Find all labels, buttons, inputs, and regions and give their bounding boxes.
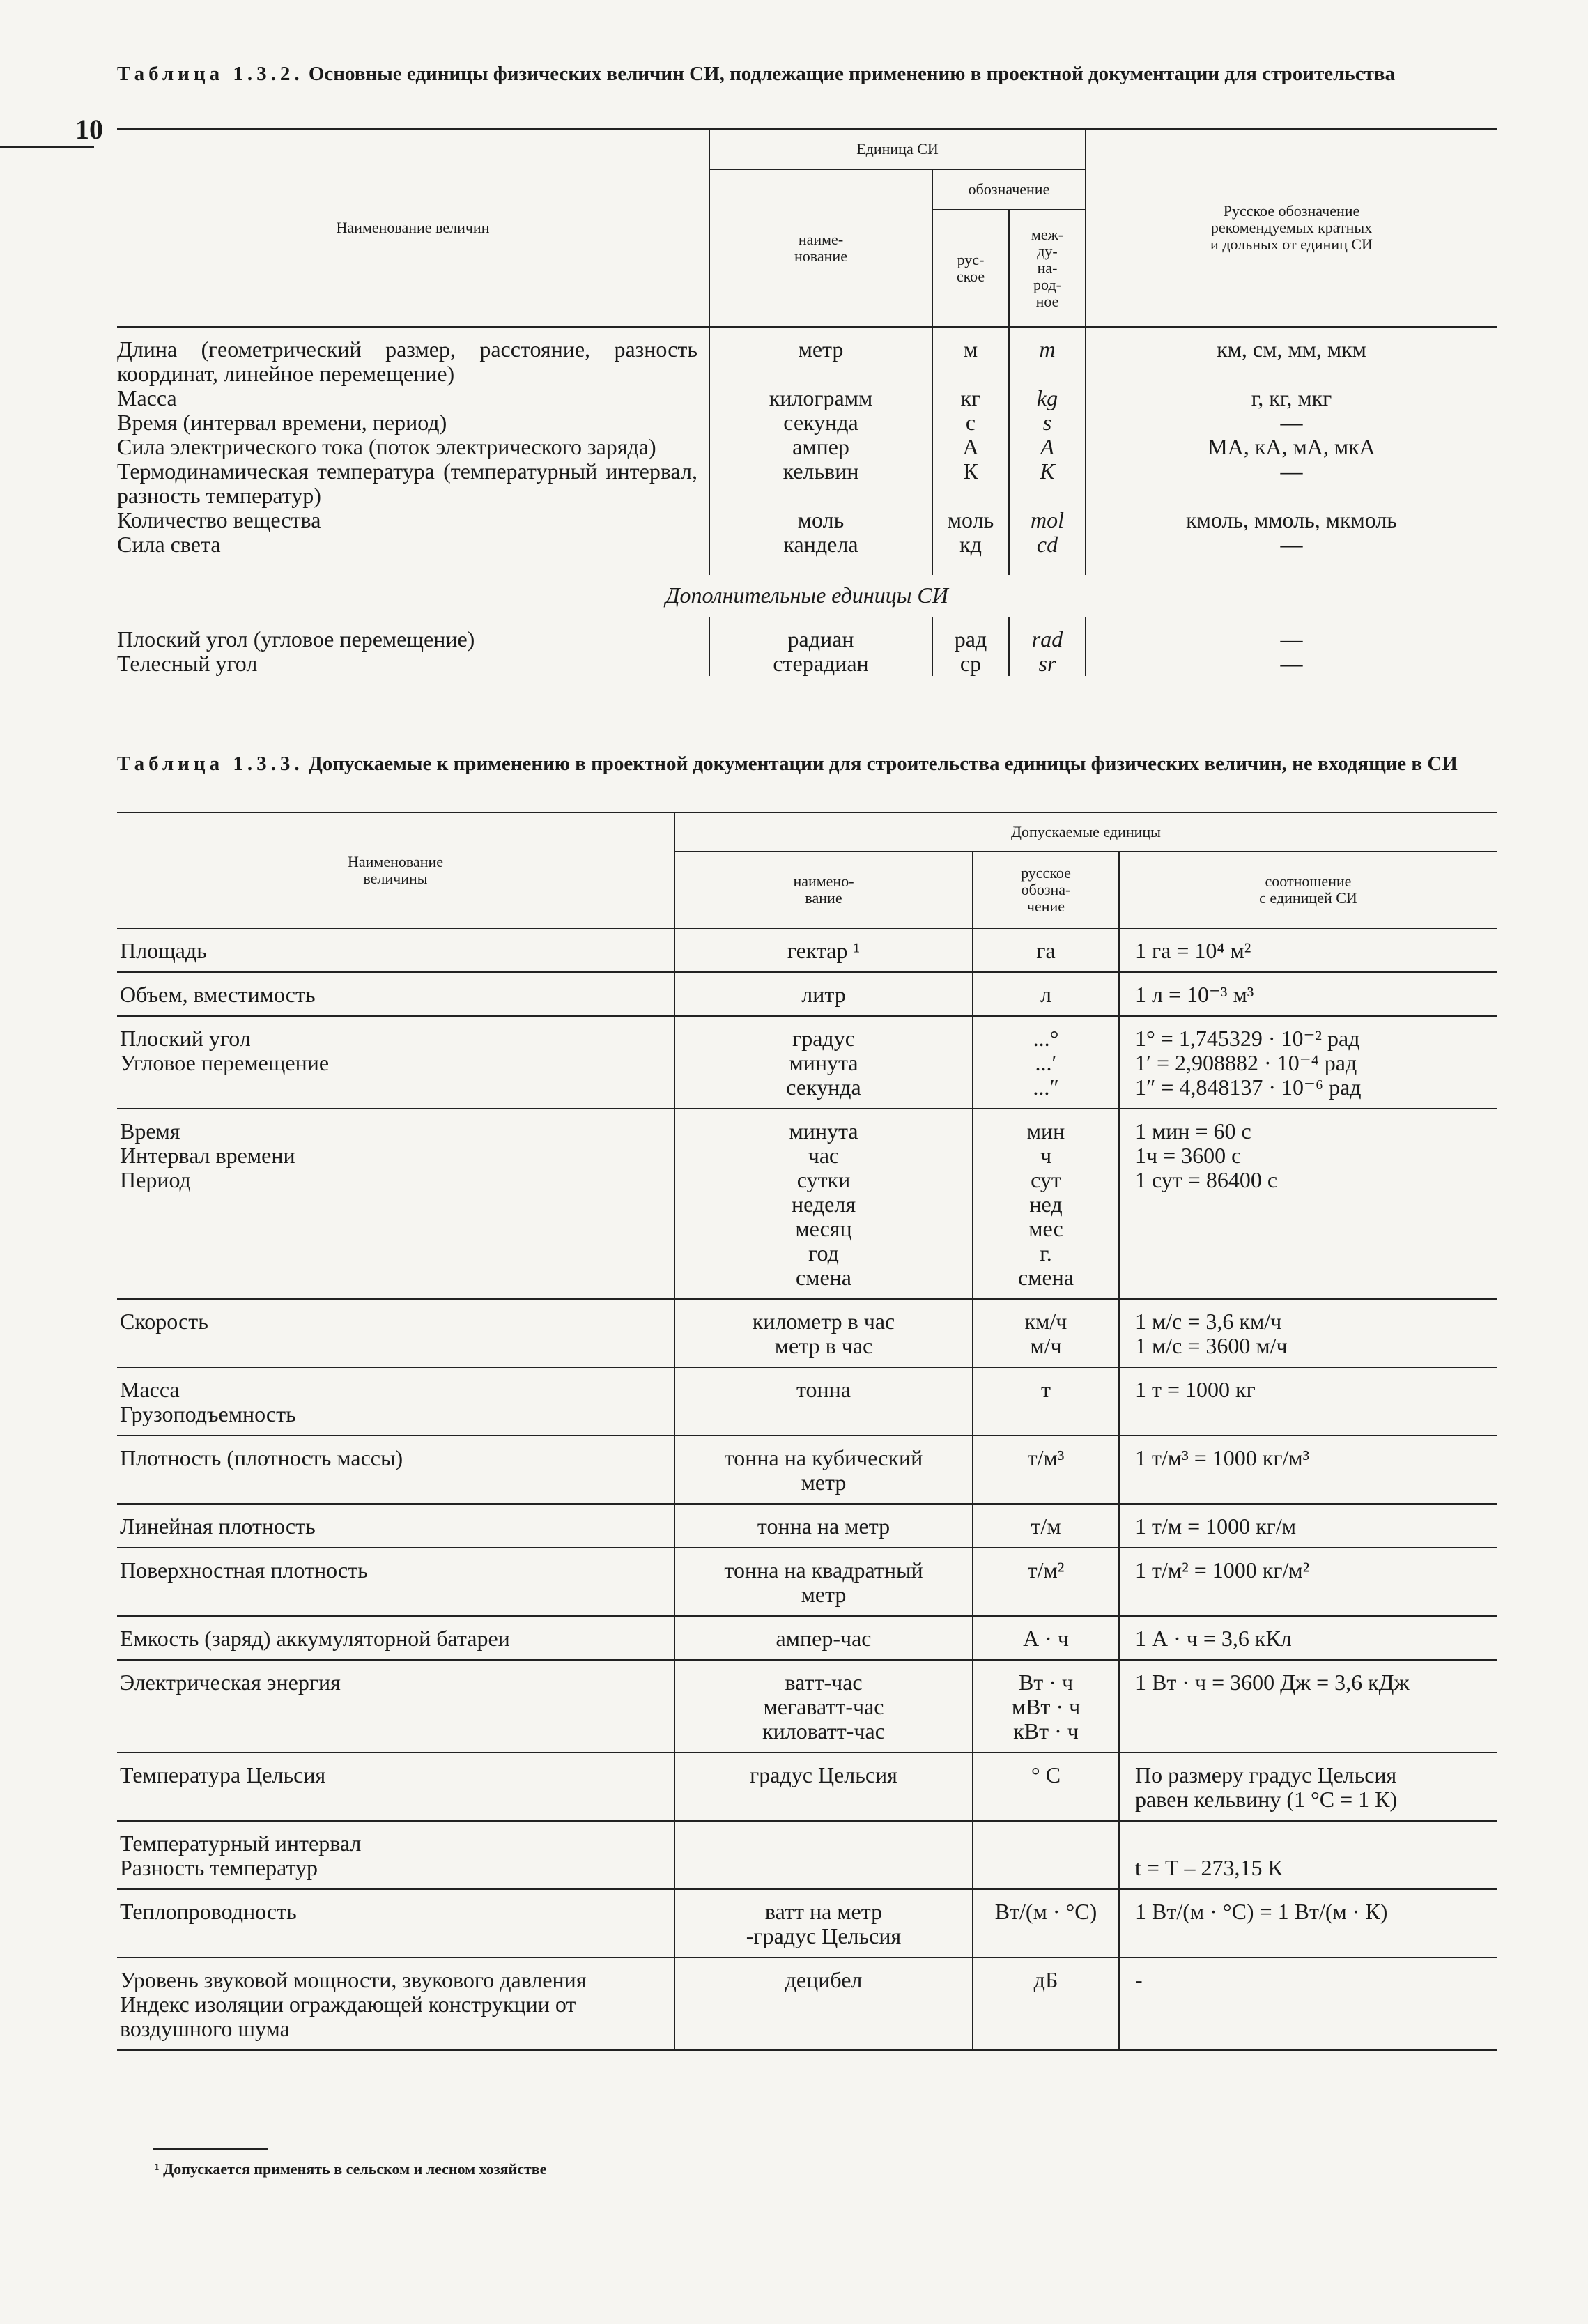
t1-row <box>117 327 1497 386</box>
t1-international-symbol: s <box>1009 410 1086 435</box>
t1-row <box>117 459 1497 508</box>
t1-row <box>117 386 1497 410</box>
t2-unit-name <box>674 1821 973 1889</box>
t2-quantity: Плоский угол Угловое перемещение <box>117 1016 674 1109</box>
t2-russian-symbol <box>973 1821 1119 1889</box>
t1-header-russian: рус- ское <box>932 210 1009 327</box>
t2-relation: 1 т = 1000 кг <box>1119 1367 1497 1436</box>
table-row <box>117 1821 1497 1889</box>
t1-multiples: — <box>1086 459 1497 508</box>
t1-russian-symbol: с <box>932 410 1009 435</box>
t1-international-symbol: cd <box>1009 532 1086 557</box>
table-row <box>117 1367 1497 1436</box>
t2-relation: 1 м/с = 3,6 км/ч 1 м/с = 3600 м/ч <box>1119 1299 1497 1367</box>
t1-row <box>117 435 1497 459</box>
t2-unit-name: ватт на метр -градус Цельсия <box>674 1889 973 1957</box>
t2-russian-symbol: т/м³ <box>973 1436 1119 1504</box>
t1-unit-name: моль <box>709 508 932 532</box>
table-row <box>117 1889 1497 1957</box>
t2-quantity: Время Интервал времени Период <box>117 1109 674 1299</box>
t1-row <box>117 508 1497 532</box>
table2-title-lead: Таблица 1.3.3. <box>117 753 304 775</box>
t1-quantity: Термодинамическая температура (температурный интервал, разность температур) <box>117 459 697 508</box>
t1-header-quantity: Наименование величин <box>117 129 709 327</box>
t2-quantity: Уровень звуковой мощности, звукового давления Индекс изоляции ограждающей конструкции от воздушного шума <box>117 1957 674 2050</box>
t2-russian-symbol: дБ <box>973 1957 1119 2050</box>
t2-unit-name: градус минута секунда <box>674 1016 973 1109</box>
table-row <box>117 1299 1497 1367</box>
table-row <box>117 972 1497 1016</box>
t2-header-russian: русское обозна- чение <box>973 852 1119 928</box>
t1-additional-heading: Дополнительные единицы СИ <box>665 583 948 608</box>
table-row <box>117 1109 1497 1299</box>
t1-quantity: Масса <box>117 385 177 410</box>
t2-relation: 1 т/м = 1000 кг/м <box>1119 1504 1497 1548</box>
t2-unit-name: ампер-час <box>674 1616 973 1660</box>
table-row <box>117 1753 1497 1821</box>
table1-title <box>117 61 1497 86</box>
t1-quantity: Количество вещества <box>117 507 321 532</box>
t2-relation: t = Т – 273,15 К <box>1119 1821 1497 1889</box>
t2-quantity: Емкость (заряд) аккумуляторной батареи <box>117 1616 674 1660</box>
table-row <box>117 1548 1497 1616</box>
t1-unit-name: кельвин <box>709 459 932 508</box>
t1-international-symbol: A <box>1009 435 1086 459</box>
t1-international-symbol: m <box>1009 327 1086 386</box>
t1-russian-symbol: рад <box>932 617 1009 652</box>
t1-unit-name: кандела <box>709 532 932 557</box>
t1-unit-name: ампер <box>709 435 932 459</box>
table-row <box>117 1616 1497 1660</box>
t1-row <box>117 410 1497 435</box>
t1-russian-symbol: кд <box>932 532 1009 557</box>
t1-unit-name: секунда <box>709 410 932 435</box>
t2-relation: 1 мин = 60 с 1ч = 3600 с 1 сут = 86400 с <box>1119 1109 1497 1299</box>
t1-russian-symbol: ср <box>932 652 1009 676</box>
footnote: ¹ Допускается применять в сельском и лесном хозяйстве <box>155 2160 547 2178</box>
table2-title-text: Допускаемые к применению в проектной документации для строительства единицы физических величин, не входящие в СИ <box>308 753 1458 775</box>
t2-unit-name: тонна на кубический метр <box>674 1436 973 1504</box>
t2-quantity: Поверхностная плотность <box>117 1548 674 1616</box>
t2-quantity: Масса Грузоподъемность <box>117 1367 674 1436</box>
t1-quantity: Телесный угол <box>117 651 258 676</box>
t1-unit-name: стерадиан <box>709 652 932 676</box>
t2-quantity: Площадь <box>117 928 674 972</box>
table-row <box>117 1660 1497 1753</box>
t2-header-quantity: Наименование величины <box>117 813 674 928</box>
t2-relation: 1 т/м³ = 1000 кг/м³ <box>1119 1436 1497 1504</box>
t1-unit-name: килограмм <box>709 386 932 410</box>
t1-additional-row <box>117 617 1497 652</box>
t2-russian-symbol: Вт/(м · °С) <box>973 1889 1119 1957</box>
t1-international-symbol: rad <box>1009 617 1086 652</box>
t2-relation: 1 А · ч = 3,6 кКл <box>1119 1616 1497 1660</box>
t1-quantity: Сила света <box>117 532 221 557</box>
t1-international-symbol: kg <box>1009 386 1086 410</box>
t1-multiples: — <box>1086 410 1497 435</box>
t1-multiples: г, кг, мкг <box>1086 386 1497 410</box>
t1-header-international: меж- ду- на- род- ное <box>1009 210 1086 327</box>
t2-russian-symbol: Вт · ч мВт · ч кВт · ч <box>973 1660 1119 1753</box>
table2-title <box>117 751 1497 776</box>
t2-quantity: Температурный интервал Разность температур <box>117 1821 674 1889</box>
t2-relation: По размеру градус Цельсия равен кельвину (1 °С = 1 К) <box>1119 1753 1497 1821</box>
t2-quantity: Скорость <box>117 1299 674 1367</box>
t2-unit-name: тонна <box>674 1367 973 1436</box>
table-non-si-units <box>117 812 1497 2051</box>
t2-quantity: Теплопроводность <box>117 1889 674 1957</box>
t2-russian-symbol: ° С <box>973 1753 1119 1821</box>
t1-international-symbol: K <box>1009 459 1086 508</box>
table1-title-lead: Таблица 1.3.2. <box>117 63 304 85</box>
t1-unit-name: метр <box>709 327 932 386</box>
t1-russian-symbol: К <box>932 459 1009 508</box>
t2-relation: 1 га = 10⁴ м² <box>1119 928 1497 972</box>
t1-multiples: — <box>1086 532 1497 557</box>
t1-header-designation: обозначение <box>932 169 1086 210</box>
t2-russian-symbol: т/м² <box>973 1548 1119 1616</box>
t2-russian-symbol: мин ч сут нед мес г. смена <box>973 1109 1119 1299</box>
t2-quantity: Плотность (плотность массы) <box>117 1436 674 1504</box>
t2-relation: - <box>1119 1957 1497 2050</box>
t1-multiples: км, см, мм, мкм <box>1086 327 1497 386</box>
t1-header-si-unit: Единица СИ <box>709 129 1086 169</box>
t2-unit-name: ватт-час мегаватт-час киловатт-час <box>674 1660 973 1753</box>
t2-unit-name: тонна на метр <box>674 1504 973 1548</box>
t1-russian-symbol: моль <box>932 508 1009 532</box>
t2-unit-name: литр <box>674 972 973 1016</box>
t1-international-symbol: sr <box>1009 652 1086 676</box>
t2-unit-name: тонна на квадратный метр <box>674 1548 973 1616</box>
t1-multiples: МА, кА, мА, мкА <box>1086 435 1497 459</box>
t1-unit-name: радиан <box>709 617 932 652</box>
t2-russian-symbol: т <box>973 1367 1119 1436</box>
t2-quantity: Линейная плотность <box>117 1504 674 1548</box>
t2-russian-symbol: га <box>973 928 1119 972</box>
t1-multiples: — <box>1086 617 1497 652</box>
t1-russian-symbol: м <box>932 327 1009 386</box>
page-number: 10 <box>75 114 103 145</box>
t1-russian-symbol: кг <box>932 386 1009 410</box>
table-row <box>117 1957 1497 2050</box>
t1-multiples: — <box>1086 652 1497 676</box>
t1-quantity: Сила электрического тока (поток электрического заряда) <box>117 434 656 459</box>
t2-header-relation: соотношение с единицей СИ <box>1119 852 1497 928</box>
table-row <box>117 928 1497 972</box>
table-row <box>117 1504 1497 1548</box>
t1-additional-row <box>117 652 1497 676</box>
t2-unit-name: минута час сутки неделя месяц год смена <box>674 1109 973 1299</box>
t2-header-allowed: Допускаемые единицы <box>674 813 1497 852</box>
t1-quantity: Плоский угол (угловое перемещение) <box>117 626 475 652</box>
t2-relation: 1 Вт/(м · °С) = 1 Вт/(м · К) <box>1119 1889 1497 1957</box>
t1-russian-symbol: А <box>932 435 1009 459</box>
t2-russian-symbol: т/м <box>973 1504 1119 1548</box>
t1-header-name: наиме- нование <box>709 169 932 327</box>
t2-relation: 1 Вт · ч = 3600 Дж = 3,6 кДж <box>1119 1660 1497 1753</box>
t2-relation: 1° = 1,745329 · 10⁻² рад 1′ = 2,908882 · 10⁻⁴ рад 1″ = 4,848137 · 10⁻⁶ рад <box>1119 1016 1497 1109</box>
t1-international-symbol: mol <box>1009 508 1086 532</box>
t2-header-name: наимено- вание <box>674 852 973 928</box>
t2-russian-symbol: л <box>973 972 1119 1016</box>
t1-quantity: Длина (геометрический размер, расстояние, разность координат, линейное перемещение) <box>117 337 697 386</box>
t2-relation: 1 т/м² = 1000 кг/м² <box>1119 1548 1497 1616</box>
t2-quantity: Объем, вместимость <box>117 972 674 1016</box>
footnote-rule <box>153 2148 268 2150</box>
t1-quantity: Время (интервал времени, период) <box>117 410 447 435</box>
t2-relation: 1 л = 10⁻³ м³ <box>1119 972 1497 1016</box>
corner-rule <box>0 146 94 148</box>
t1-row <box>117 532 1497 557</box>
t2-russian-symbol: км/ч м/ч <box>973 1299 1119 1367</box>
table-row <box>117 1436 1497 1504</box>
t1-multiples: кмоль, ммоль, мкмоль <box>1086 508 1497 532</box>
t2-russian-symbol: ...° ...′ ...″ <box>973 1016 1119 1109</box>
t2-quantity: Температура Цельсия <box>117 1753 674 1821</box>
t1-header-multiples: Русское обозначение рекомендуемых кратных и дольных от единиц СИ <box>1086 129 1497 327</box>
t2-unit-name: децибел <box>674 1957 973 2050</box>
t2-unit-name: гектар ¹ <box>674 928 973 972</box>
table-row <box>117 1016 1497 1109</box>
table1-title-text: Основные единицы физических величин СИ, подлежащие применению в проектной документации для строительства <box>308 63 1396 85</box>
t2-unit-name: километр в час метр в час <box>674 1299 973 1367</box>
table-si-base-units <box>117 128 1497 676</box>
t2-quantity: Электрическая энергия <box>117 1660 674 1753</box>
t2-unit-name: градус Цельсия <box>674 1753 973 1821</box>
t2-russian-symbol: А · ч <box>973 1616 1119 1660</box>
